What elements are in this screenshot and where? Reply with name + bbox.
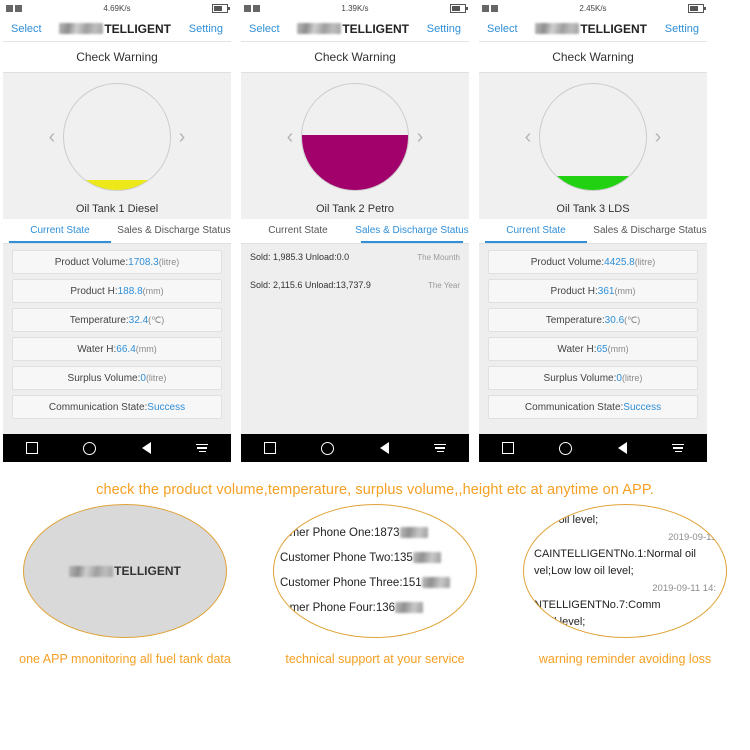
row-label: Surplus Volume: <box>67 372 141 384</box>
next-tank-arrow-icon-3[interactable]: › <box>654 126 662 148</box>
row-value: Success <box>147 401 186 413</box>
status-bar-left-icons-3 <box>482 5 498 12</box>
setting-button-1[interactable]: Setting <box>188 22 223 35</box>
warning-date-1: 2019-09-11 <box>668 531 716 543</box>
app-brand-2 <box>297 22 409 36</box>
table-row <box>12 279 222 303</box>
row-label: Temperature: <box>545 314 605 326</box>
menu-lines-icon[interactable] <box>672 442 684 454</box>
table-row <box>12 395 222 419</box>
signal-icon <box>482 5 489 12</box>
tab-sales-discharge-2[interactable]: Sales & Discharge Status <box>355 219 469 243</box>
row-unit: (mm) <box>135 344 157 354</box>
tank-gauge-3 <box>539 83 647 191</box>
table-row <box>488 250 698 274</box>
status-bar-right-icons-2 <box>450 4 466 13</box>
row-label: Communication State: <box>48 401 148 413</box>
app-bar-3 <box>479 16 707 42</box>
tank-gauge-2 <box>301 83 409 191</box>
prev-tank-arrow-icon-3[interactable]: ‹ <box>524 126 532 148</box>
network-speed-label-2: 1.39K/s <box>341 3 369 13</box>
sales-list-2 <box>241 244 469 434</box>
row-value: 1708.3 <box>128 256 159 268</box>
status-bar-right-icons-3 <box>688 4 704 13</box>
app-brand-1 <box>59 22 171 36</box>
customer-phone-two: Customer Phone Two:135 <box>280 552 413 564</box>
customer-phone-list <box>274 521 476 621</box>
blurred-logo-icon <box>535 23 579 34</box>
tab-bar-3 <box>479 219 707 244</box>
blurred-number-icon <box>422 577 450 588</box>
app-brand-label-3: TELLIGENT <box>580 21 647 36</box>
phone-screenshot-1 <box>3 0 231 462</box>
tank-gauge-area-2 <box>241 73 469 201</box>
feature-brand-label-1: TELLIGENT <box>114 564 181 578</box>
status-bar-left-icons-2 <box>244 5 260 12</box>
status-bar-2 <box>241 0 469 16</box>
table-row <box>488 308 698 332</box>
tab-current-state-2[interactable]: Current State <box>268 225 328 236</box>
tank-fill-3 <box>540 176 646 190</box>
row-value: Success <box>623 401 662 413</box>
feature-caption-3: warning reminder avoiding loss <box>538 652 712 666</box>
phone-screenshot-2 <box>241 0 469 462</box>
signal-icon <box>244 5 251 12</box>
list-item <box>250 280 460 290</box>
tank-fill-1 <box>64 180 170 190</box>
feature-ellipse-1 <box>23 504 227 638</box>
check-warning-button-2[interactable]: Check Warning <box>241 42 469 73</box>
status-bar-3 <box>479 0 707 16</box>
list-item <box>280 571 476 596</box>
recents-square-icon[interactable] <box>502 442 514 454</box>
feature-ellipse-2 <box>273 504 477 638</box>
tab-current-state-3[interactable]: Current State <box>479 219 593 243</box>
signal-icon <box>6 5 13 12</box>
list-item: CAINTELLIGENTNo.1:Normal oil <box>534 547 696 560</box>
row-label: Water H: <box>77 343 117 355</box>
tab-sales-discharge-1[interactable]: Sales & Discharge Status <box>117 225 231 236</box>
battery-icon <box>450 4 466 13</box>
sales-text: Sold: 1,985.3 Unload:0.0 <box>250 252 350 262</box>
row-label: Surplus Volume: <box>543 372 617 384</box>
prev-tank-arrow-icon-2[interactable]: ‹ <box>286 126 294 148</box>
network-speed-label-3: 2.45K/s <box>579 3 607 13</box>
select-button-3[interactable]: Select <box>487 22 518 35</box>
list-item <box>280 596 476 621</box>
app-bar-2 <box>241 16 469 42</box>
list-item <box>250 252 460 262</box>
row-label: Communication State: <box>524 401 624 413</box>
row-unit: (℃) <box>148 314 165 325</box>
blurred-logo-icon <box>297 23 341 34</box>
list-item: al oil level; <box>534 615 586 628</box>
table-row <box>12 337 222 361</box>
home-circle-icon[interactable] <box>321 442 334 455</box>
check-warning-button-1[interactable]: Check Warning <box>3 42 231 73</box>
feature-technical-support <box>250 504 500 734</box>
sales-period: The Mounth <box>417 253 460 262</box>
customer-phone-three: Customer Phone Three:151 <box>280 577 422 589</box>
table-row <box>12 366 222 390</box>
battery-icon <box>212 4 228 13</box>
detail-list-1 <box>3 244 231 434</box>
feature-warning-reminder <box>500 504 750 734</box>
feature-caption-2: technical support at your service <box>285 652 465 666</box>
tab-bar-2 <box>241 219 469 244</box>
wifi-icon <box>253 5 260 12</box>
row-unit: (mm) <box>614 286 636 296</box>
row-value: 32.4 <box>128 314 149 326</box>
tab-bar-1 <box>3 219 231 244</box>
tank-fill-2 <box>302 135 408 190</box>
battery-icon <box>688 4 704 13</box>
detail-list-3 <box>479 244 707 434</box>
row-unit: (℃) <box>624 314 641 325</box>
table-row <box>488 337 698 361</box>
row-unit: (mm) <box>607 344 629 354</box>
warning-date-2: 2019-09-11 14: <box>652 582 716 594</box>
select-button-2[interactable]: Select <box>249 22 280 35</box>
next-tank-arrow-icon-1[interactable]: › <box>178 126 186 148</box>
row-label: Product Volume: <box>530 256 605 268</box>
android-nav-bar-2 <box>241 434 469 462</box>
tab-sales-discharge-3[interactable]: Sales & Discharge Status <box>593 225 707 236</box>
row-value: 66.4 <box>116 343 136 355</box>
phone-screenshot-3 <box>479 0 707 462</box>
feature-brand-1 <box>69 564 181 578</box>
row-value: 361 <box>597 285 615 297</box>
row-value: 0 <box>616 372 622 384</box>
blurred-number-icon <box>400 527 428 538</box>
table-row <box>488 395 698 419</box>
blurred-number-icon <box>395 602 423 613</box>
wifi-icon <box>491 5 498 12</box>
blurred-logo-icon <box>59 23 103 34</box>
app-bar-1 <box>3 16 231 42</box>
row-unit: (litre) <box>634 257 656 267</box>
row-unit: (mm) <box>142 286 164 296</box>
app-brand-label-2: TELLIGENT <box>342 21 409 36</box>
tank-gauge-1 <box>63 83 171 191</box>
feature-app-monitoring <box>0 504 250 734</box>
list-item: rmal oil level; <box>534 513 599 526</box>
network-speed-label-1: 4.69K/s <box>103 3 131 13</box>
tank-gauge-area-1 <box>3 73 231 201</box>
row-unit: (litre) <box>158 257 180 267</box>
blurred-logo-icon <box>69 566 113 577</box>
row-label: Temperature: <box>69 314 129 326</box>
row-value: 0 <box>140 372 146 384</box>
recents-square-icon[interactable] <box>26 442 38 454</box>
row-label: Product H: <box>550 285 598 297</box>
table-row <box>12 308 222 332</box>
back-triangle-icon[interactable] <box>380 442 389 454</box>
status-bar-1 <box>3 0 231 16</box>
recents-square-icon[interactable] <box>264 442 276 454</box>
customer-phone-one: tomer Phone One:1873 <box>280 527 400 539</box>
tab-current-state-1[interactable]: Current State <box>3 219 117 243</box>
wifi-icon <box>15 5 22 12</box>
status-bar-left-icons-1 <box>6 5 22 12</box>
list-item: vel;Low low oil level; <box>534 564 634 577</box>
sales-period: The Year <box>427 281 460 290</box>
table-row <box>12 250 222 274</box>
row-unit: (litre) <box>621 373 643 383</box>
customer-phone-four: tomer Phone Four:136 <box>280 602 396 614</box>
row-label: Product Volume: <box>54 256 129 268</box>
setting-button-2[interactable]: Setting <box>426 22 461 35</box>
list-item <box>280 521 476 546</box>
prev-tank-arrow-icon-1[interactable]: ‹ <box>48 126 56 148</box>
warning-list <box>524 512 726 631</box>
status-bar-right-icons-1 <box>212 4 228 13</box>
android-nav-bar-3 <box>479 434 707 462</box>
row-label: Water H: <box>557 343 597 355</box>
feature-ellipse-3 <box>523 504 727 638</box>
row-value: 4425.8 <box>604 256 635 268</box>
check-warning-button-3[interactable]: Check Warning <box>479 42 707 73</box>
home-circle-icon[interactable] <box>559 442 572 455</box>
tank-label-3: Oil Tank 3 LDS <box>479 201 707 219</box>
select-button-1[interactable]: Select <box>11 22 42 35</box>
menu-lines-icon[interactable] <box>434 442 446 454</box>
feature-row <box>0 504 750 734</box>
row-value: 30.6 <box>604 314 625 326</box>
banner-caption: check the product volume,temperature, surplus volume,,height etc at anytime on APP. <box>96 482 654 498</box>
list-item <box>280 546 476 571</box>
feature-caption-1: one APP mnonitoring all fuel tank data <box>19 652 231 666</box>
menu-lines-icon[interactable] <box>196 442 208 454</box>
sales-text: Sold: 2,115.6 Unload:13,737.9 <box>250 280 371 290</box>
row-value: 188.8 <box>117 285 143 297</box>
next-tank-arrow-icon-2[interactable]: › <box>416 126 424 148</box>
row-label: Product H: <box>70 285 118 297</box>
app-brand-label-1: TELLIGENT <box>104 21 171 36</box>
back-triangle-icon[interactable] <box>142 442 151 454</box>
tank-label-2: Oil Tank 2 Petro <box>241 201 469 219</box>
home-circle-icon[interactable] <box>83 442 96 455</box>
tank-label-1: Oil Tank 1 Diesel <box>3 201 231 219</box>
list-item: NTELLIGENTNo.7:Comm <box>534 598 661 611</box>
row-value: 65 <box>596 343 608 355</box>
setting-button-3[interactable]: Setting <box>664 22 699 35</box>
row-unit: (litre) <box>145 373 167 383</box>
blurred-number-icon <box>413 552 441 563</box>
android-nav-bar-1 <box>3 434 231 462</box>
back-triangle-icon[interactable] <box>618 442 627 454</box>
table-row <box>488 279 698 303</box>
tank-gauge-area-3 <box>479 73 707 201</box>
table-row <box>488 366 698 390</box>
app-brand-3 <box>535 22 647 36</box>
